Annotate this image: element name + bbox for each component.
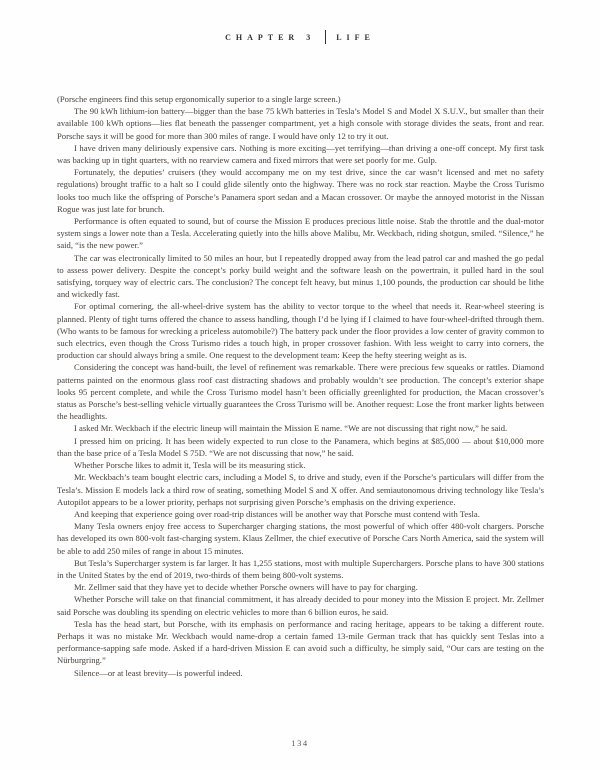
body-paragraph: The 90 kWh lithium-ion battery—bigger than the base 75 kWh batteries in Tesla’s Model S and Model X S.U.V., but smaller than their available 100 kWh options—lies flat beneath the passenger compartment, yet a high console with storage divides the seats, front and rear. Porsche says it will be good for more than 300 miles of range. I would have only 12 to try it out. bbox=[57, 106, 544, 141]
body-paragraph: And keeping that experience going over road-trip distances will be another way that Porsche must contend with Tesla. bbox=[74, 508, 480, 519]
page-footer bbox=[0, 738, 600, 748]
body-paragraph: I pressed him on pricing. It has been widely expected to run close to the Panamera, which begins at $85,000 — about $10,000 more than the base price of a Tesla Model S 75D. “We are not discussing that now,” he said. bbox=[57, 435, 544, 458]
body-paragraph: Performance is often equated to sound, but of course the Mission E produces precious little noise. Stab the throttle and the dual-motor system sings a lower note than a Tesla. Accelerating quietly into the hills above Malibu, Mr. Weckbach, riding shotgun, smiled. “Silence,” he said, “is the new power.” bbox=[57, 216, 544, 251]
chapter-label: CHAPTER 3 bbox=[225, 32, 316, 42]
header-divider bbox=[325, 30, 326, 44]
body-paragraph: Whether Porsche likes to admit it, Tesla will be its measuring stick. bbox=[74, 460, 306, 471]
body-paragraph: I have driven many deliriously expensive cars. Nothing is more exciting—yet terrifying—than driving a one-off concept. My first task was backing up in tight quarters, with no rearview camera and fixed mirrors that were set poorly for me. Gulp. bbox=[57, 142, 544, 166]
section-title: LIFE bbox=[336, 32, 375, 42]
page-body bbox=[57, 93, 544, 679]
body-paragraph: Mr. Zellmer said that they have yet to decide whether Porsche owners will have to pay for charging. bbox=[74, 582, 418, 593]
body-paragraph: The car was electronically limited to 50 miles an hour, but I repeatedly dropped away from the lead patrol car and mashed the go pedal to assess power delivery. Despite the concept’s porky build weight and the software leash on the powertrain, it pulled hard in the soul satisfying, torquey way of electric cars. The conclusion? The concept felt heavy, but minus 1,100 pounds, the production car should be lithe and wickedly fast. bbox=[57, 252, 544, 300]
body-paragraph: But Tesla’s Supercharger system is far larger. It has 1,255 stations, most with multiple Superchargers. Porsche plans to have 300 stations in the United States by the end of 2019, two-thirds of them being 800-volt systems. bbox=[57, 557, 544, 580]
body-paragraph: Fortunately, the deputies’ cruisers (they would accompany me on my test drive, since the car wasn’t licensed and met no safety regulations) brought traffic to a halt so I could glide silently onto the highway. There was no rock star reaction. Maybe the Cross Turismo looks too much like the offspring of Porsche’s Panamera sport sedan and a Macan crossover. Or maybe the annoyed motorist in the Nissan Rogue was just late for brunch. bbox=[57, 167, 544, 214]
body-paragraph: Silence—or at least brevity—is powerful indeed. bbox=[74, 667, 243, 678]
body-paragraph: Whether Porsche will take on that financial commitment, it has already decided to pour money into the Mission E project. Mr. Zellmer said Porsche was doubling its spending on electric vehicles to more than 6 billion euros, he said. bbox=[57, 594, 544, 617]
page-number: 134 bbox=[291, 738, 309, 748]
running-head bbox=[0, 30, 600, 44]
body-paragraph: (Porsche engineers find this setup ergonomically superior to a single large screen.) bbox=[57, 94, 341, 104]
body-paragraph: For optimal cornering, the all-wheel-drive system has the ability to vector torque to the wheel that needs it. Rear-wheel steering is planned. Plenty of tight turns offered the chance to assess handling, though I’d be lying if I claimed to have four-wheel-drifted through them. (Who wants to be famous for wrecking a priceless automobile?) The battery pack under the floor provides a low center of gravity common to such electrics, even though the Cross Turismo rides a touch high, in proper crossover fashion. With less weight to carry into corners, the production car should always bring a smile. One request to the development team: Keep the hefty steering weight as is. bbox=[57, 301, 544, 361]
body-paragraph: Considering the concept was hand-built, the level of refinement was remarkable. There were precious few squeaks or rattles. Diamond patterns painted on the enormous glass roof cast distracting shadows and probably wouldn’t see production. The concept’s exterior shape looks 95 percent complete, and while the Cross Turismo model hasn’t been officially greenlighted for production, the Macan crossover’s status as Porsche’s best-selling vehicle virtually guarantees the Cross Turismo will be. Another request: Lose the front marker lights between the headlights. bbox=[57, 362, 544, 422]
body-paragraph: Tesla has the head start, but Porsche, with its emphasis on performance and racing heritage, appears to be taking a different route. Perhaps it was no mistake Mr. Weckbach would name-drop a certain famed 13-mile German track that has quickly sent Teslas into a performance-sapping safe mode. Asked if a hard-driven Mission E can avoid such a difficulty, he simply said, “Our cars are testing on the Nürburgring.” bbox=[57, 618, 544, 666]
body-paragraph: I asked Mr. Weckbach if the electric lineup will maintain the Mission E name. “We are not discussing that right now,” he said. bbox=[74, 423, 508, 434]
body-paragraph: Many Tesla owners enjoy free access to Supercharger charging stations, the most powerful of which offer 480-volt chargers. Porsche has developed its own 800-volt fast-charging system. Klaus Zellmer, the chief executive of Porsche Cars North America, said the system will be able to add 250 miles of range in about 15 minutes. bbox=[57, 521, 544, 556]
body-paragraph: Mr. Weckbach’s team bought electric cars, including a Model S, to drive and study, even if the Porsche’s particulars will differ from the Tesla’s. Mission E models lack a third row of seating, something Model S and X offer. And semiautonomous driving technology like Tesla’s Autopilot appears to be a lower priority, perhaps not surprising given Porsche’s emphasis on the driving experience. bbox=[57, 472, 544, 507]
